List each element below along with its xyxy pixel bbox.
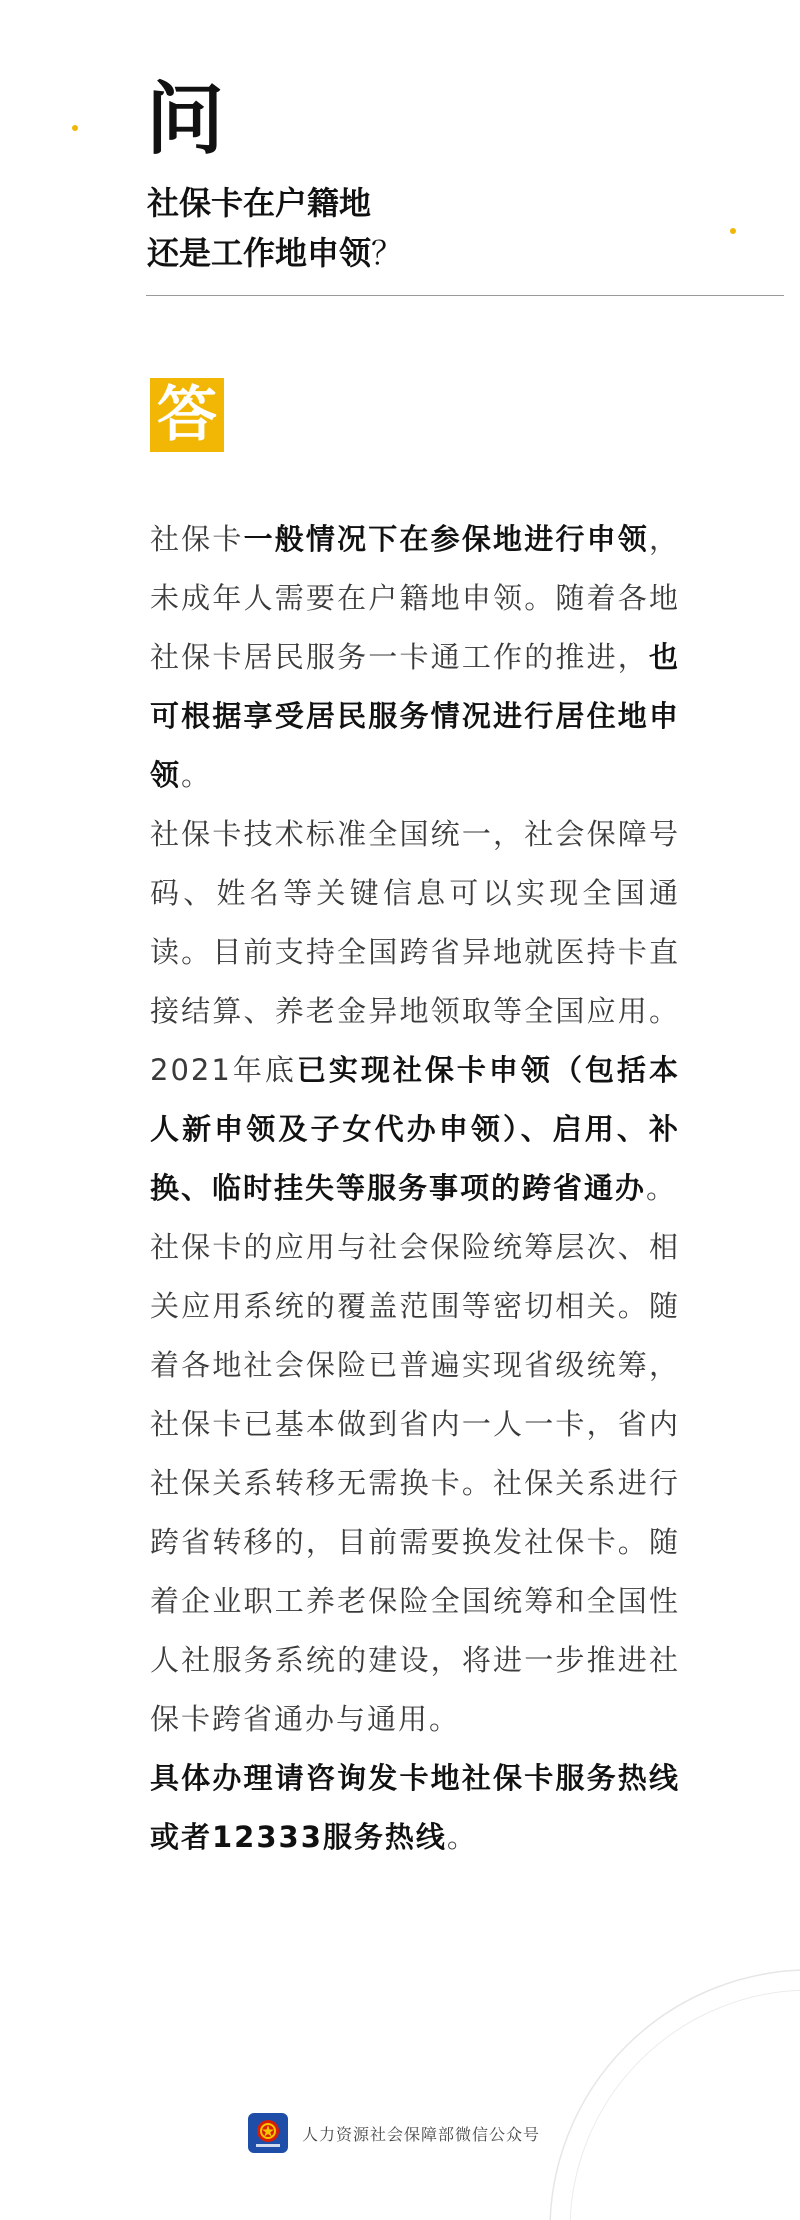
body-text-run: 社保卡 [150,522,244,556]
body-text-run: ，未成年人需要在户籍地申领。随着各地社保卡居民服务一卡通工作的推进， [150,522,680,674]
answer-paragraph-2 [150,805,680,1218]
body-text-run: 。 [446,1820,478,1854]
question-title-line1: 社保卡在户籍地 [147,184,372,222]
answer-body [150,510,680,1867]
answer-paragraph-3 [150,1218,680,1749]
national-emblem-icon [248,2113,288,2153]
decorative-dot-right [730,228,736,234]
emphasis-text: 一般情况下在参保地进行申领 [243,522,649,556]
body-text-run: 。 [181,758,213,792]
body-text-run: 。 [646,1171,678,1205]
body-text-run: 社保卡技术标准全国统一，社会保障号码、姓名等关键信息可以实现全国通读。目前支持全国跨省异地就医持卡直接结算、养老金异地领取等全国应用。2021年底 [150,817,680,1087]
decorative-circles [520,1940,800,2220]
question-title-line2 [147,228,707,278]
question-glyph: 问 [146,75,225,165]
question-mark: ？ [371,234,404,272]
emphasis-text: 也可根据享受居民服务情况进行居住地申领 [150,640,680,792]
answer-paragraph-4 [150,1749,680,1867]
section-divider [146,295,784,296]
body-text-run: 社保卡的应用与社会保险统筹层次、相关应用系统的覆盖范围等密切相关。随着各地社会保险已普遍实现省级统筹，社保卡已基本做到省内一人一卡，省内社保关系转移无需换卡。社保关系进行跨省转移的，目前需要换发社保卡。随着企业职工养老保险全国统筹和全国性人社服务系统的建设，将进一步推进社保卡跨省通办与通用。 [150,1230,680,1736]
emphasis-text: 已实现社保卡申领（包括本人新申领及子女代办申领）、启用、补换、临时挂失等服务事项的跨省通办 [150,1053,680,1205]
footer-source [248,2112,540,2154]
question-title [147,178,707,278]
emphasis-text: 具体办理请咨询发卡地社保卡服务热线或者12333服务热线 [150,1761,680,1854]
footer-source-text: 人力资源社会保障部微信公众号 [302,2124,541,2144]
answer-paragraph-1 [150,510,680,805]
answer-glyph: 答 [150,378,224,452]
question-title-line2-text: 还是工作地申领 [147,234,372,272]
decorative-dot-left [72,125,78,131]
